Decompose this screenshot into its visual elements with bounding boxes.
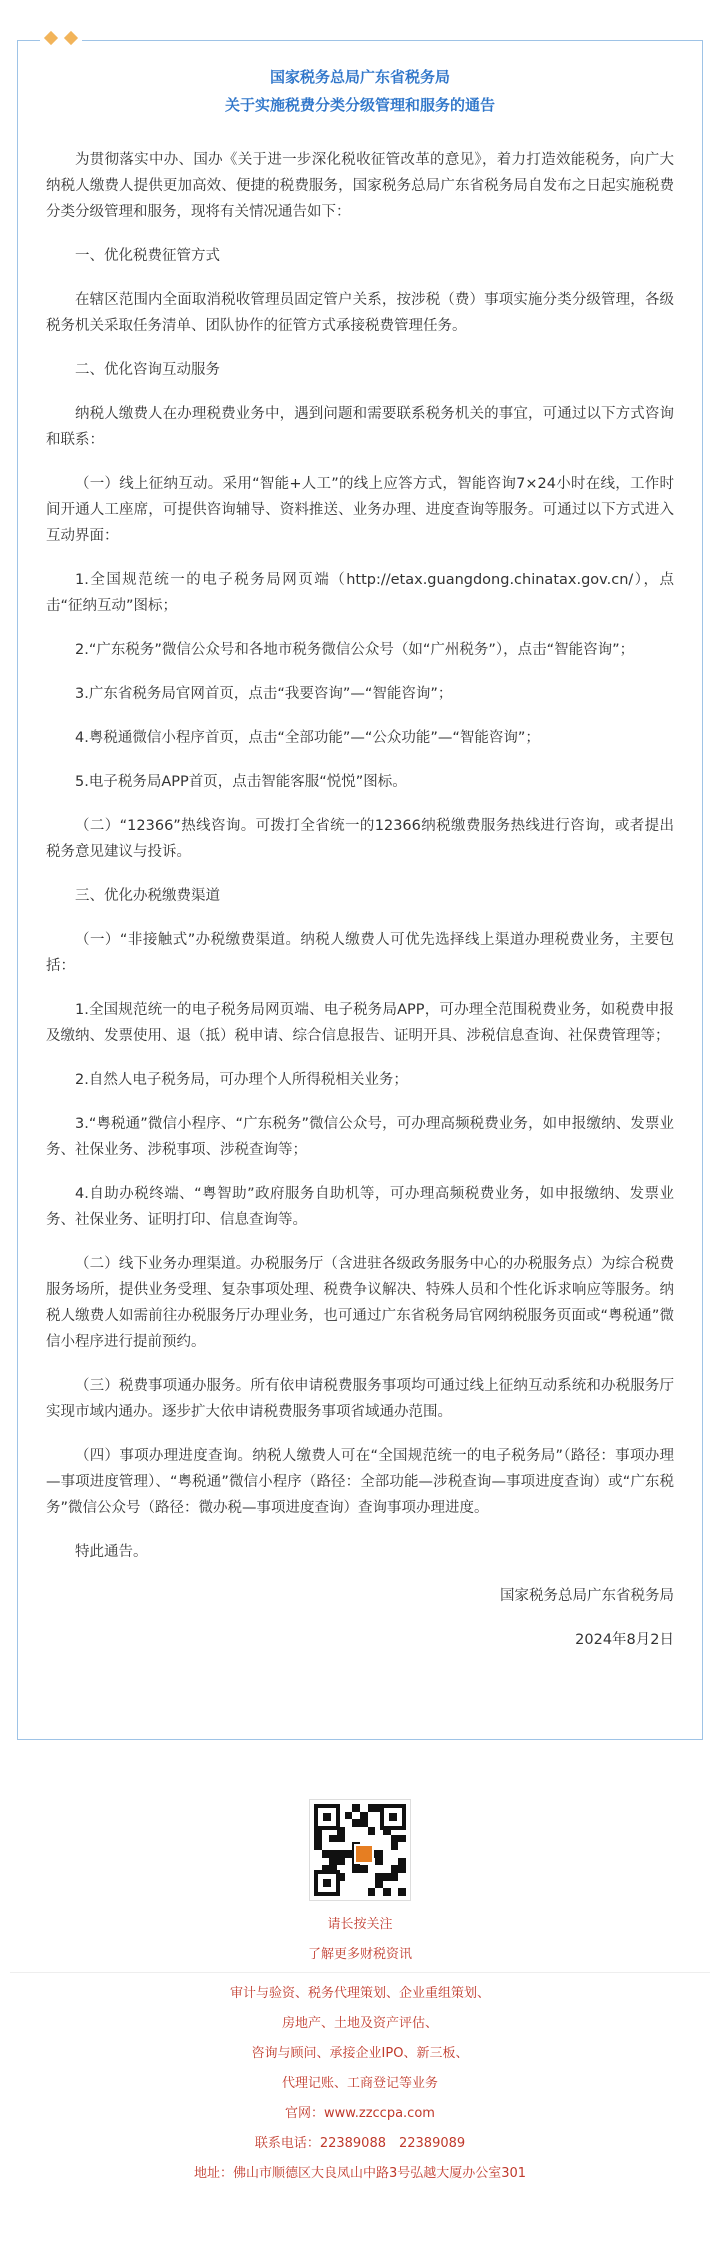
qr-logo-icon — [354, 1844, 374, 1864]
service-line: 代理记账、工商登记等业务 — [281, 2076, 438, 2091]
footer — [0, 1800, 720, 2189]
section-heading: 二、优化咨询互动服务 — [75, 362, 220, 378]
list-item: 1.全国规范统一的电子税务局网页端（http://etax.guangdong.chinatax.gov.cn/），点击“征纳互动”图标； — [46, 572, 674, 614]
paragraph: （四）事项办理进度查询。纳税人缴费人可在“全国规范统一的电子税务局”（路径：事项办理—事项进度管理）、“粤税通”微信小程序（路径：全部功能—涉税查询—事项进度查询）或“广东税务”微信公众号（路径：微办税—事项进度查询）查询事项办理进度。 — [46, 1448, 674, 1516]
paragraph: （二）线下业务办理渠道。办税服务厅（含进驻各级政务服务中心的办税服务点）为综合税费服务场所，提供业务受理、复杂事项处理、税费争议解决、特殊人员和个性化诉求响应等服务。纳税人缴费人如需前往办税服务厅办理业务，也可通过广东省税务局官网纳税服务页面或“粤税通”微信小程序进行提前预约。 — [46, 1256, 674, 1350]
phone-text: 联系电话：22389088 22389089 — [254, 2136, 466, 2151]
list-item: 3.“粤税通”微信小程序、“广东税务”微信公众号，可办理高频税费业务，如申报缴纳、发票业务、社保业务、涉税事项、涉税查询等； — [46, 1116, 674, 1158]
qr-finder-icon — [380, 1804, 406, 1830]
paragraph: 纳税人缴费人在办理税费业务中，遇到问题和需要联系税务机关的事宜，可通过以下方式咨询和联系： — [46, 406, 674, 448]
title-line-2: 关于实施税费分类分级管理和服务的通告 — [224, 96, 495, 114]
paragraph: （一）“非接触式”办税缴费渠道。纳税人缴费人可优先选择线上渠道办理税费业务，主要包括： — [46, 932, 674, 974]
list-item: 2.自然人电子税务局，可办理个人所得税相关业务； — [75, 1072, 408, 1088]
address-text: 地址：佛山市顺德区大良凤山中路3号弘越大厦办公室301 — [193, 2166, 527, 2181]
paragraph: 为贯彻落实中办、国办《关于进一步深化税收征管改革的意见》，着力打造效能税务，向广大纳税人缴费人提供更加高效、便捷的税费服务，国家税务总局广东省税务局自发布之日起实施税费分类分级管理和服务，现将有关情况通告如下： — [46, 152, 674, 220]
divider — [10, 1972, 710, 1973]
diamond-icon — [44, 31, 58, 45]
title-line-1: 国家税务总局广东省税务局 — [269, 68, 450, 86]
diamond-icon — [64, 31, 78, 45]
notice-card — [17, 40, 703, 1740]
list-item: 1.全国规范统一的电子税务局网页端、电子税务局APP，可办理全范围税费业务，如税费申报及缴纳、发票使用、退（抵）税申请、综合信息报告、证明开具、涉税信息查询、社保费管理等； — [46, 1002, 674, 1044]
service-line: 咨询与顾问、承接企业IPO、新三板、 — [251, 2046, 469, 2061]
service-line: 审计与验资、税务代理策划、企业重组策划、 — [229, 1986, 490, 2001]
qr-code-icon[interactable] — [310, 1800, 410, 1900]
paragraph: （三）税费事项通办服务。所有依申请税费服务事项均可通过线上征纳互动系统和办税服务厅实现市域内通办。逐步扩大依申请税费服务事项省域通办范围。 — [46, 1378, 674, 1420]
paragraph: （一）线上征纳互动。采用“智能+人工”的线上应答方式，智能咨询7×24小时在线，工作时间开通人工座席，可提供咨询辅导、资料推送、业务办理、进度查询等服务。可通过以下方式进入互动界面： — [46, 476, 674, 544]
corner-decoration — [40, 33, 82, 43]
list-item: 3.广东省税务局官网首页，点击“我要咨询”—“智能咨询”； — [75, 686, 453, 702]
paragraph: （二）“12366”热线咨询。可拨打全省统一的12366纳税缴费服务热线进行咨询，或者提出税务意见建议与投诉。 — [46, 818, 674, 860]
notice-body — [18, 147, 702, 1653]
notice-title — [18, 63, 702, 119]
list-item: 4.粤税通微信小程序首页，点击“全部功能”—“公众功能”—“智能咨询”； — [75, 730, 540, 746]
section-heading: 三、优化办税缴费渠道 — [75, 888, 220, 904]
qr-finder-icon — [314, 1870, 340, 1896]
follow-text: 请长按关注 — [327, 1917, 393, 1932]
learn-more-text: 了解更多财税资讯 — [307, 1947, 412, 1962]
service-line: 房地产、土地及资产评估、 — [281, 2016, 438, 2031]
list-item: 5.电子税务局APP首页，点击智能客服“悦悦”图标。 — [75, 774, 407, 790]
signature-date: 2024年8月2日 — [575, 1632, 674, 1648]
closing-line: 特此通告。 — [75, 1544, 148, 1560]
signature-org: 国家税务总局广东省税务局 — [500, 1588, 674, 1604]
website-link[interactable]: 官网：www.zzccpa.com — [285, 2106, 435, 2121]
paragraph: 在辖区范围内全面取消税收管理员固定管户关系，按涉税（费）事项实施分类分级管理，各级税务机关采取任务清单、团队协作的征管方式承接税费管理任务。 — [46, 292, 674, 334]
qr-finder-icon — [314, 1804, 340, 1830]
list-item: 2.“广东税务”微信公众号和各地市税务微信公众号（如“广州税务”），点击“智能咨询”； — [75, 642, 635, 658]
list-item: 4.自助办税终端、“粤智助”政府服务自助机等，可办理高频税费业务，如申报缴纳、发票业务、社保业务、证明打印、信息查询等。 — [46, 1186, 674, 1228]
section-heading: 一、优化税费征管方式 — [75, 248, 220, 264]
